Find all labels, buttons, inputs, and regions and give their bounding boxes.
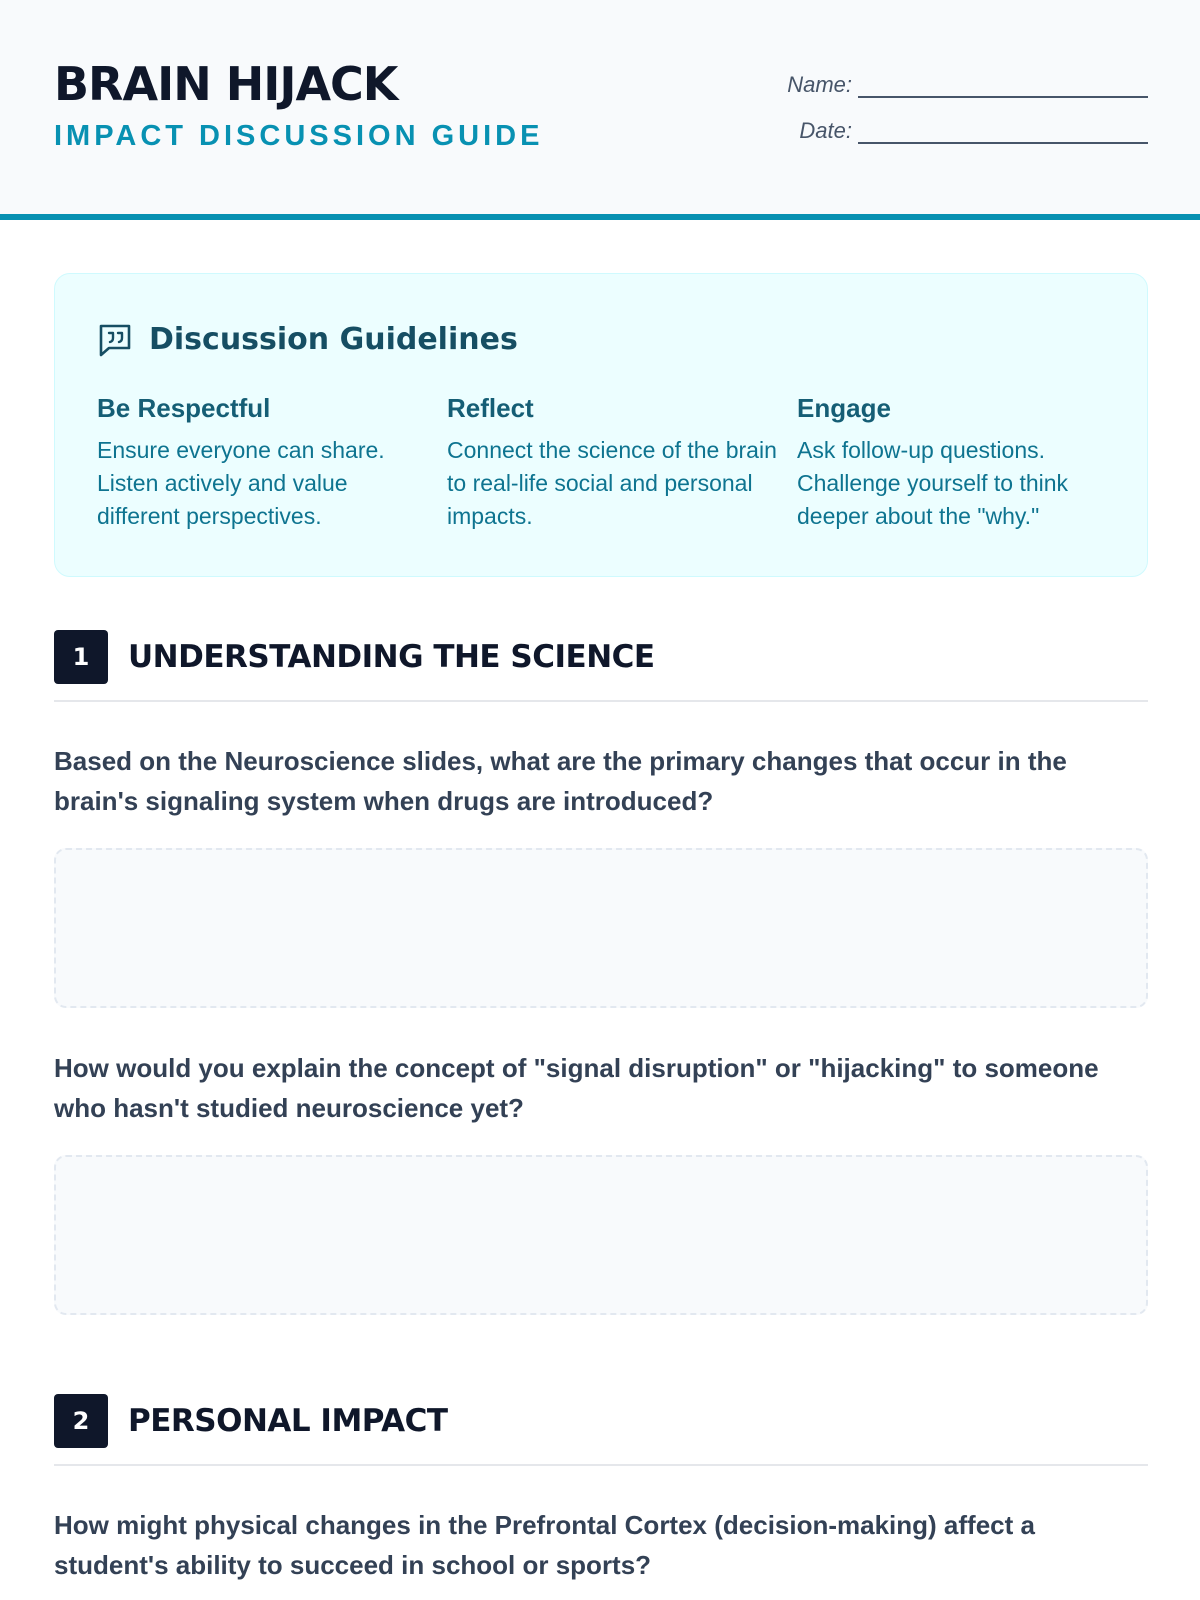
section-title: UNDERSTANDING THE SCIENCE bbox=[128, 639, 655, 675]
date-field[interactable] bbox=[799, 114, 1148, 144]
date-input-line[interactable] bbox=[858, 118, 1148, 144]
question-text: How might physical changes in the Prefrontal Cortex (decision-making) affect a student's ability to succeed in school or sports? bbox=[54, 1510, 1035, 1580]
guideline-text: Ask follow-up questions. Challenge yourself to think deeper about the "why." bbox=[797, 437, 1069, 529]
name-field[interactable] bbox=[787, 68, 1148, 98]
guideline-text: Connect the science of the brain to real-life social and personal impacts. bbox=[447, 437, 777, 529]
guidelines-header bbox=[97, 320, 518, 360]
section-number-badge: 1 bbox=[54, 630, 108, 684]
section-title: PERSONAL IMPACT bbox=[128, 1403, 448, 1439]
guideline-be-respectful bbox=[97, 392, 427, 533]
guidelines-title: Discussion Guidelines bbox=[149, 322, 518, 357]
question-text: How would you explain the concept of "signal disruption" or "hijacking" to someone who hasn't studied neuroscience yet? bbox=[54, 1053, 1099, 1123]
page-subtitle: IMPACT DISCUSSION GUIDE bbox=[54, 120, 544, 152]
date-label: Date: bbox=[799, 118, 852, 143]
section-header-personal-impact bbox=[54, 1394, 1148, 1466]
guideline-reflect bbox=[447, 392, 777, 533]
question-text: Based on the Neuroscience slides, what are the primary changes that occur in the brain's signaling system when drugs are introduced? bbox=[54, 746, 1067, 816]
guideline-title: Be Respectful bbox=[97, 393, 271, 423]
name-input-line[interactable] bbox=[858, 72, 1148, 98]
guideline-text: Ensure everyone can share. Listen actively and value different perspectives. bbox=[97, 437, 385, 529]
section-number-badge: 2 bbox=[54, 1394, 108, 1448]
discussion-guidelines-card bbox=[54, 273, 1148, 577]
name-label: Name: bbox=[787, 72, 852, 97]
chat-quote-icon bbox=[97, 322, 133, 358]
page-header bbox=[0, 0, 1200, 220]
answer-box[interactable] bbox=[54, 848, 1148, 1008]
guideline-title: Engage bbox=[797, 393, 891, 423]
guideline-title: Reflect bbox=[447, 393, 534, 423]
answer-box[interactable] bbox=[54, 1155, 1148, 1315]
page-title: BRAIN HIJACK bbox=[54, 57, 398, 111]
guideline-engage bbox=[797, 392, 1127, 533]
section-header-understanding-the-science bbox=[54, 630, 1148, 702]
